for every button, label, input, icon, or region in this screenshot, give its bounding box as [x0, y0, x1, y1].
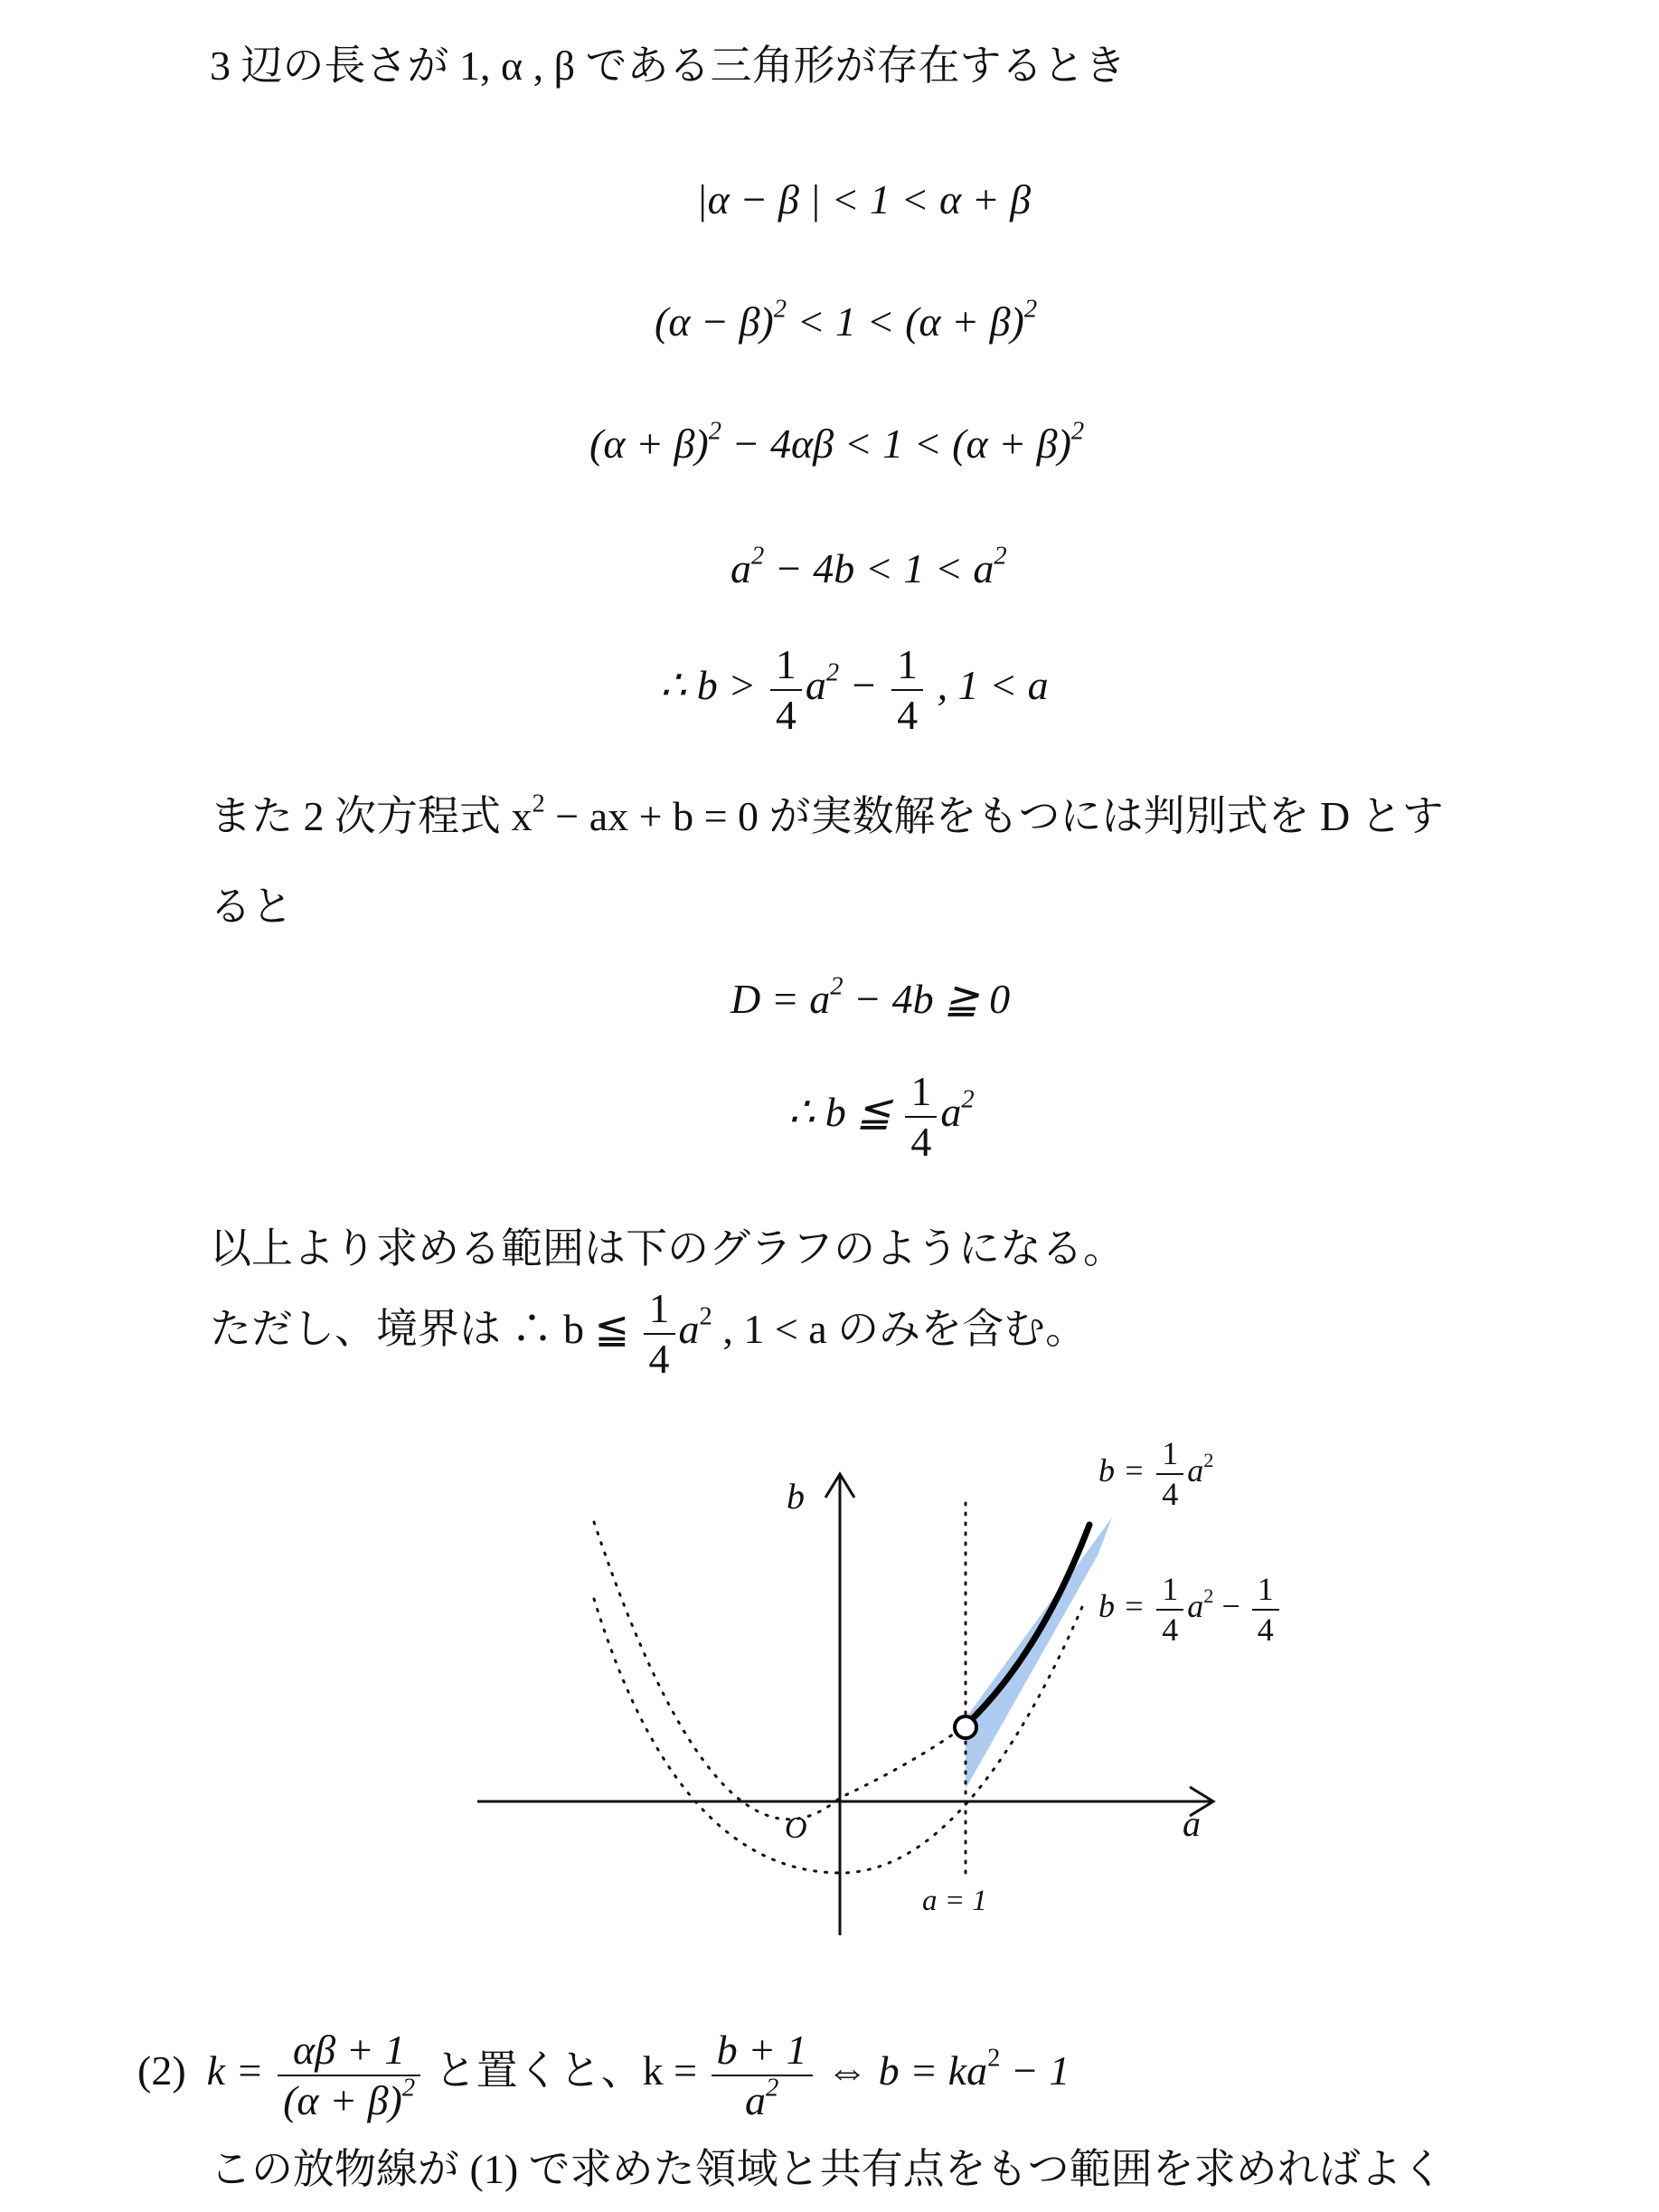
axis-label-a: a [1183, 1803, 1201, 1844]
text-part2-approach: この放物線が (1) で求めた領域と共有点をもつ範囲を求めればよく [210, 2146, 1444, 2192]
eq-b-lower-bound: ∴ b > $\frac{1}{4}$ $a^2$ − $\frac{1}{4}$ , 1 < a [660, 641, 1049, 738]
eq-squared-inequality: $(\alpha - \beta)^2 < 1 < (\alpha + \beta)^2$ [655, 295, 1038, 345]
eq-b-upper-bound: ∴ b ≦ $\frac{1}{4}$ $a^2$ [788, 1068, 975, 1165]
origin-label: O [785, 1811, 807, 1845]
text-triangle-condition: 3 辺の長さが 1, α , β である三角形が存在するとき [210, 43, 1126, 89]
axis-label-b: b [787, 1476, 805, 1517]
text-range-result: 以上より求める範囲は下のグラフのようになる。 [210, 1225, 1125, 1271]
curve-label-lower: b = $\frac{1}{4}$ $a^2$ − $\frac{1}{4}$ [1098, 1572, 1283, 1648]
text-boundary-note: ただし、境界は ∴ b ≦ $\frac{1}{4}$ $a^2$ , 1 < a のみを含む。 [210, 1285, 1088, 1382]
curve-label-upper: b = $\frac{1}{4}$ $a^2$ [1098, 1435, 1214, 1512]
text-discriminant-intro: また 2 次方程式 $x^2$ − ax + b = 0 が実数解をもつには判別式を D とす [210, 789, 1444, 839]
text-discriminant-intro-cont: ると [210, 884, 293, 930]
eq-expanded-inequality: $(\alpha + \beta)^2 - 4\alpha\beta < 1 < (\alpha + \beta)^2$ [589, 417, 1085, 467]
text-part2-substitution: (2) k = $\frac{\alpha\beta + 1}{(\alpha + \beta)^2}$ と置くと、k = $\frac{b + 1}{a^2}$ ⇔ $b = ka^2 - 1$ [137, 2027, 1070, 2123]
shaded-region [966, 1517, 1112, 1789]
eq-triangle-inequality: |α − β | < 1 < α + β [696, 176, 1032, 222]
parabola-upper-dotted [594, 1522, 966, 1820]
vline-label: a = 1 [922, 1885, 987, 1917]
open-endpoint [955, 1716, 976, 1738]
eq-ab-inequality: $a^2 - 4b < 1 < a^2$ [731, 542, 1007, 591]
eq-discriminant: $D = a^2 - 4b$ ≧ 0 [731, 972, 1011, 1022]
